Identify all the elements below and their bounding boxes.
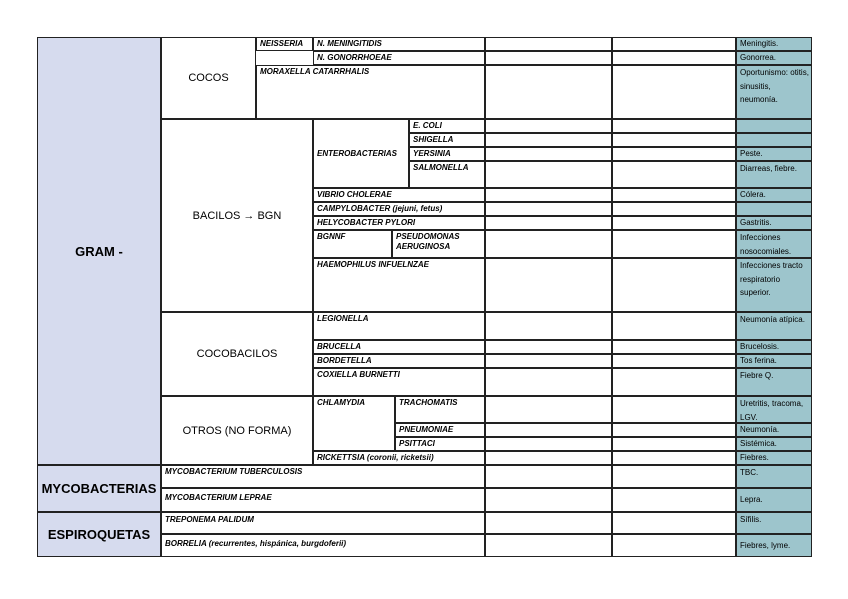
disease-gonorrea: Gonorrea.: [736, 51, 812, 65]
blank-cell: [485, 119, 612, 133]
blank-cell: [612, 51, 736, 65]
organism-vibrio: VIBRIO CHOLERAE: [313, 188, 485, 202]
organism-rickettsia: RICKETTSIA (coronii, ricketsii): [313, 451, 485, 465]
blank-cell: [612, 216, 736, 230]
organism-helycobacter: HELYCOBACTER PYLORI: [313, 216, 485, 230]
blank-cell: [612, 534, 736, 557]
group-espiroquetas: [37, 512, 161, 557]
blank-cell: [485, 147, 612, 161]
organism-trachomatis: TRACHOMATIS: [395, 396, 485, 423]
disease-blank: [736, 202, 812, 216]
blank-cell: [612, 312, 736, 340]
blank-cell: [485, 230, 612, 258]
blank-cell: [612, 368, 736, 396]
organism-bgnnf: BGNNF: [313, 230, 392, 258]
blank-cell: [485, 161, 612, 188]
organism-enterobacterias: [313, 119, 409, 188]
subgroup-cocobacilos: [161, 312, 313, 396]
disease-sifilis: Sífilis.: [736, 512, 812, 534]
disease-diarreas: Diarreas, fiebre.: [736, 161, 812, 188]
group-espiroquetas-label: ESPIROQUETAS: [47, 527, 151, 542]
organism-legionella: LEGIONELLA: [313, 312, 485, 340]
organism-borrelia: BORRELIA (recurrentes, hispánica, burgdoferii): [161, 534, 485, 557]
organism-neisseria: NEISSERIA: [256, 37, 313, 51]
disease-neumonia-atipica: Neumonía atípica.: [736, 312, 812, 340]
organism-moraxella: MORAXELLA CATARRHALIS: [256, 65, 485, 119]
blank-cell: [485, 188, 612, 202]
subgroup-cocobacilos-label: COCOBACILOS: [196, 348, 278, 360]
blank-cell: [612, 354, 736, 368]
subgroup-bacilos-label: BACILOS → BGN: [192, 209, 282, 222]
organism-n-meningitidis: N. MENINGITIDIS: [313, 37, 485, 51]
blank-cell: [485, 133, 612, 147]
disease-meningitis: Meningitis.: [736, 37, 812, 51]
disease-respiratorio: Infecciones tracto respiratorio superior.: [736, 258, 812, 312]
organism-m-leprae: MYCOBACTERIUM LEPRAE: [161, 488, 485, 512]
organism-salmonella: SALMONELLA: [409, 161, 485, 188]
disease-tos-ferina: Tos ferina.: [736, 354, 812, 368]
disease-fiebres: Fiebres.: [736, 451, 812, 465]
subgroup-otros-label: OTROS (NO FORMA): [182, 424, 292, 437]
group-mycobacterias-label: MYCOBACTERIAS: [41, 481, 157, 496]
subgroup-cocos: [161, 37, 256, 119]
blank-cell: [612, 340, 736, 354]
organism-yersinia: YERSINIA: [409, 147, 485, 161]
blank-cell: [612, 65, 736, 119]
organism-enterobacterias-label: ENTEROBACTERIAS: [317, 149, 398, 158]
organism-campylobacter: CAMPYLOBACTER (jejuni, fetus): [313, 202, 485, 216]
disease-lepra: Lepra.: [736, 488, 812, 512]
blank-cell: [485, 37, 612, 51]
disease-gastritis: Gastritis.: [736, 216, 812, 230]
organism-brucella: BRUCELLA: [313, 340, 485, 354]
blank-cell: [612, 258, 736, 312]
organism-coxiella: COXIELLA BURNETTI: [313, 368, 485, 396]
blank-cell: [612, 188, 736, 202]
blank-cell: [485, 451, 612, 465]
blank-cell: [612, 465, 736, 488]
subgroup-bacilos: [161, 119, 313, 312]
blank-cell: [612, 133, 736, 147]
organism-m-tuberculosis: MYCOBACTERIUM TUBERCULOSIS: [161, 465, 485, 488]
subgroup-otros: [161, 396, 313, 465]
blank-cell: [612, 451, 736, 465]
disease-neumonia: Neumonía.: [736, 423, 812, 437]
blank-cell: [485, 488, 612, 512]
organism-pneumoniae: PNEUMONIAE: [395, 423, 485, 437]
blank-cell: [612, 230, 736, 258]
disease-brucelosis: Brucelosis.: [736, 340, 812, 354]
disease-fiebre-q: Fiebre Q.: [736, 368, 812, 396]
disease-uretritis: Uretritis, tracoma, LGV.: [736, 396, 812, 423]
subgroup-cocos-label: COCOS: [188, 72, 229, 84]
disease-fiebres-lyme: Fiebres, lyme.: [736, 534, 812, 557]
blank-cell: [485, 534, 612, 557]
blank-cell: [485, 465, 612, 488]
disease-nosocomiales: Infecciones nosocomiales.: [736, 230, 812, 258]
group-gram-negative-label: GRAM -: [75, 243, 123, 259]
disease-sistemica: Sistémica.: [736, 437, 812, 451]
blank-cell: [485, 340, 612, 354]
organism-treponema: TREPONEMA PALIDUM: [161, 512, 485, 534]
disease-colera: Cólera.: [736, 188, 812, 202]
blank-cell: [612, 119, 736, 133]
blank-cell: [612, 161, 736, 188]
blank-cell: [612, 437, 736, 451]
blank-cell: [612, 488, 736, 512]
organism-e-coli: E. COLI: [409, 119, 485, 133]
disease-tbc: TBC.: [736, 465, 812, 488]
blank-cell: [485, 65, 612, 119]
disease-peste: Peste.: [736, 147, 812, 161]
disease-oportunismo: Oportunismo: otitis, sinusitis, neumonía.: [736, 65, 812, 119]
blank-cell: [485, 396, 612, 423]
blank-cell: [612, 396, 736, 423]
organism-n-gonorrhoeae: N. GONORRHOEAE: [313, 51, 485, 65]
blank-cell: [612, 512, 736, 534]
group-mycobacterias: [37, 465, 161, 512]
organism-shigella: SHIGELLA: [409, 133, 485, 147]
organism-psittaci: PSITTACI: [395, 437, 485, 451]
organism-bordetella: BORDETELLA: [313, 354, 485, 368]
blank-cell: [485, 202, 612, 216]
blank-cell: [485, 51, 612, 65]
blank-cell: [612, 147, 736, 161]
organism-pseudomonas: PSEUDOMONAS AERUGINOSA: [392, 230, 485, 258]
blank-cell: [485, 354, 612, 368]
disease-blank: [736, 119, 812, 133]
group-gram-negative: [37, 37, 161, 465]
blank-cell: [485, 216, 612, 230]
blank-cell: [485, 437, 612, 451]
blank-cell: [485, 423, 612, 437]
blank-cell: [485, 512, 612, 534]
blank-cell: [612, 37, 736, 51]
blank-cell: [485, 258, 612, 312]
organism-chlamydia: CHLAMYDIA: [313, 396, 395, 451]
blank-cell: [485, 312, 612, 340]
blank-cell: [485, 368, 612, 396]
blank-cell: [612, 202, 736, 216]
disease-blank: [736, 133, 812, 147]
organism-haemophilus: HAEMOPHILUS INFUELNZAE: [313, 258, 485, 312]
blank-cell: [612, 423, 736, 437]
